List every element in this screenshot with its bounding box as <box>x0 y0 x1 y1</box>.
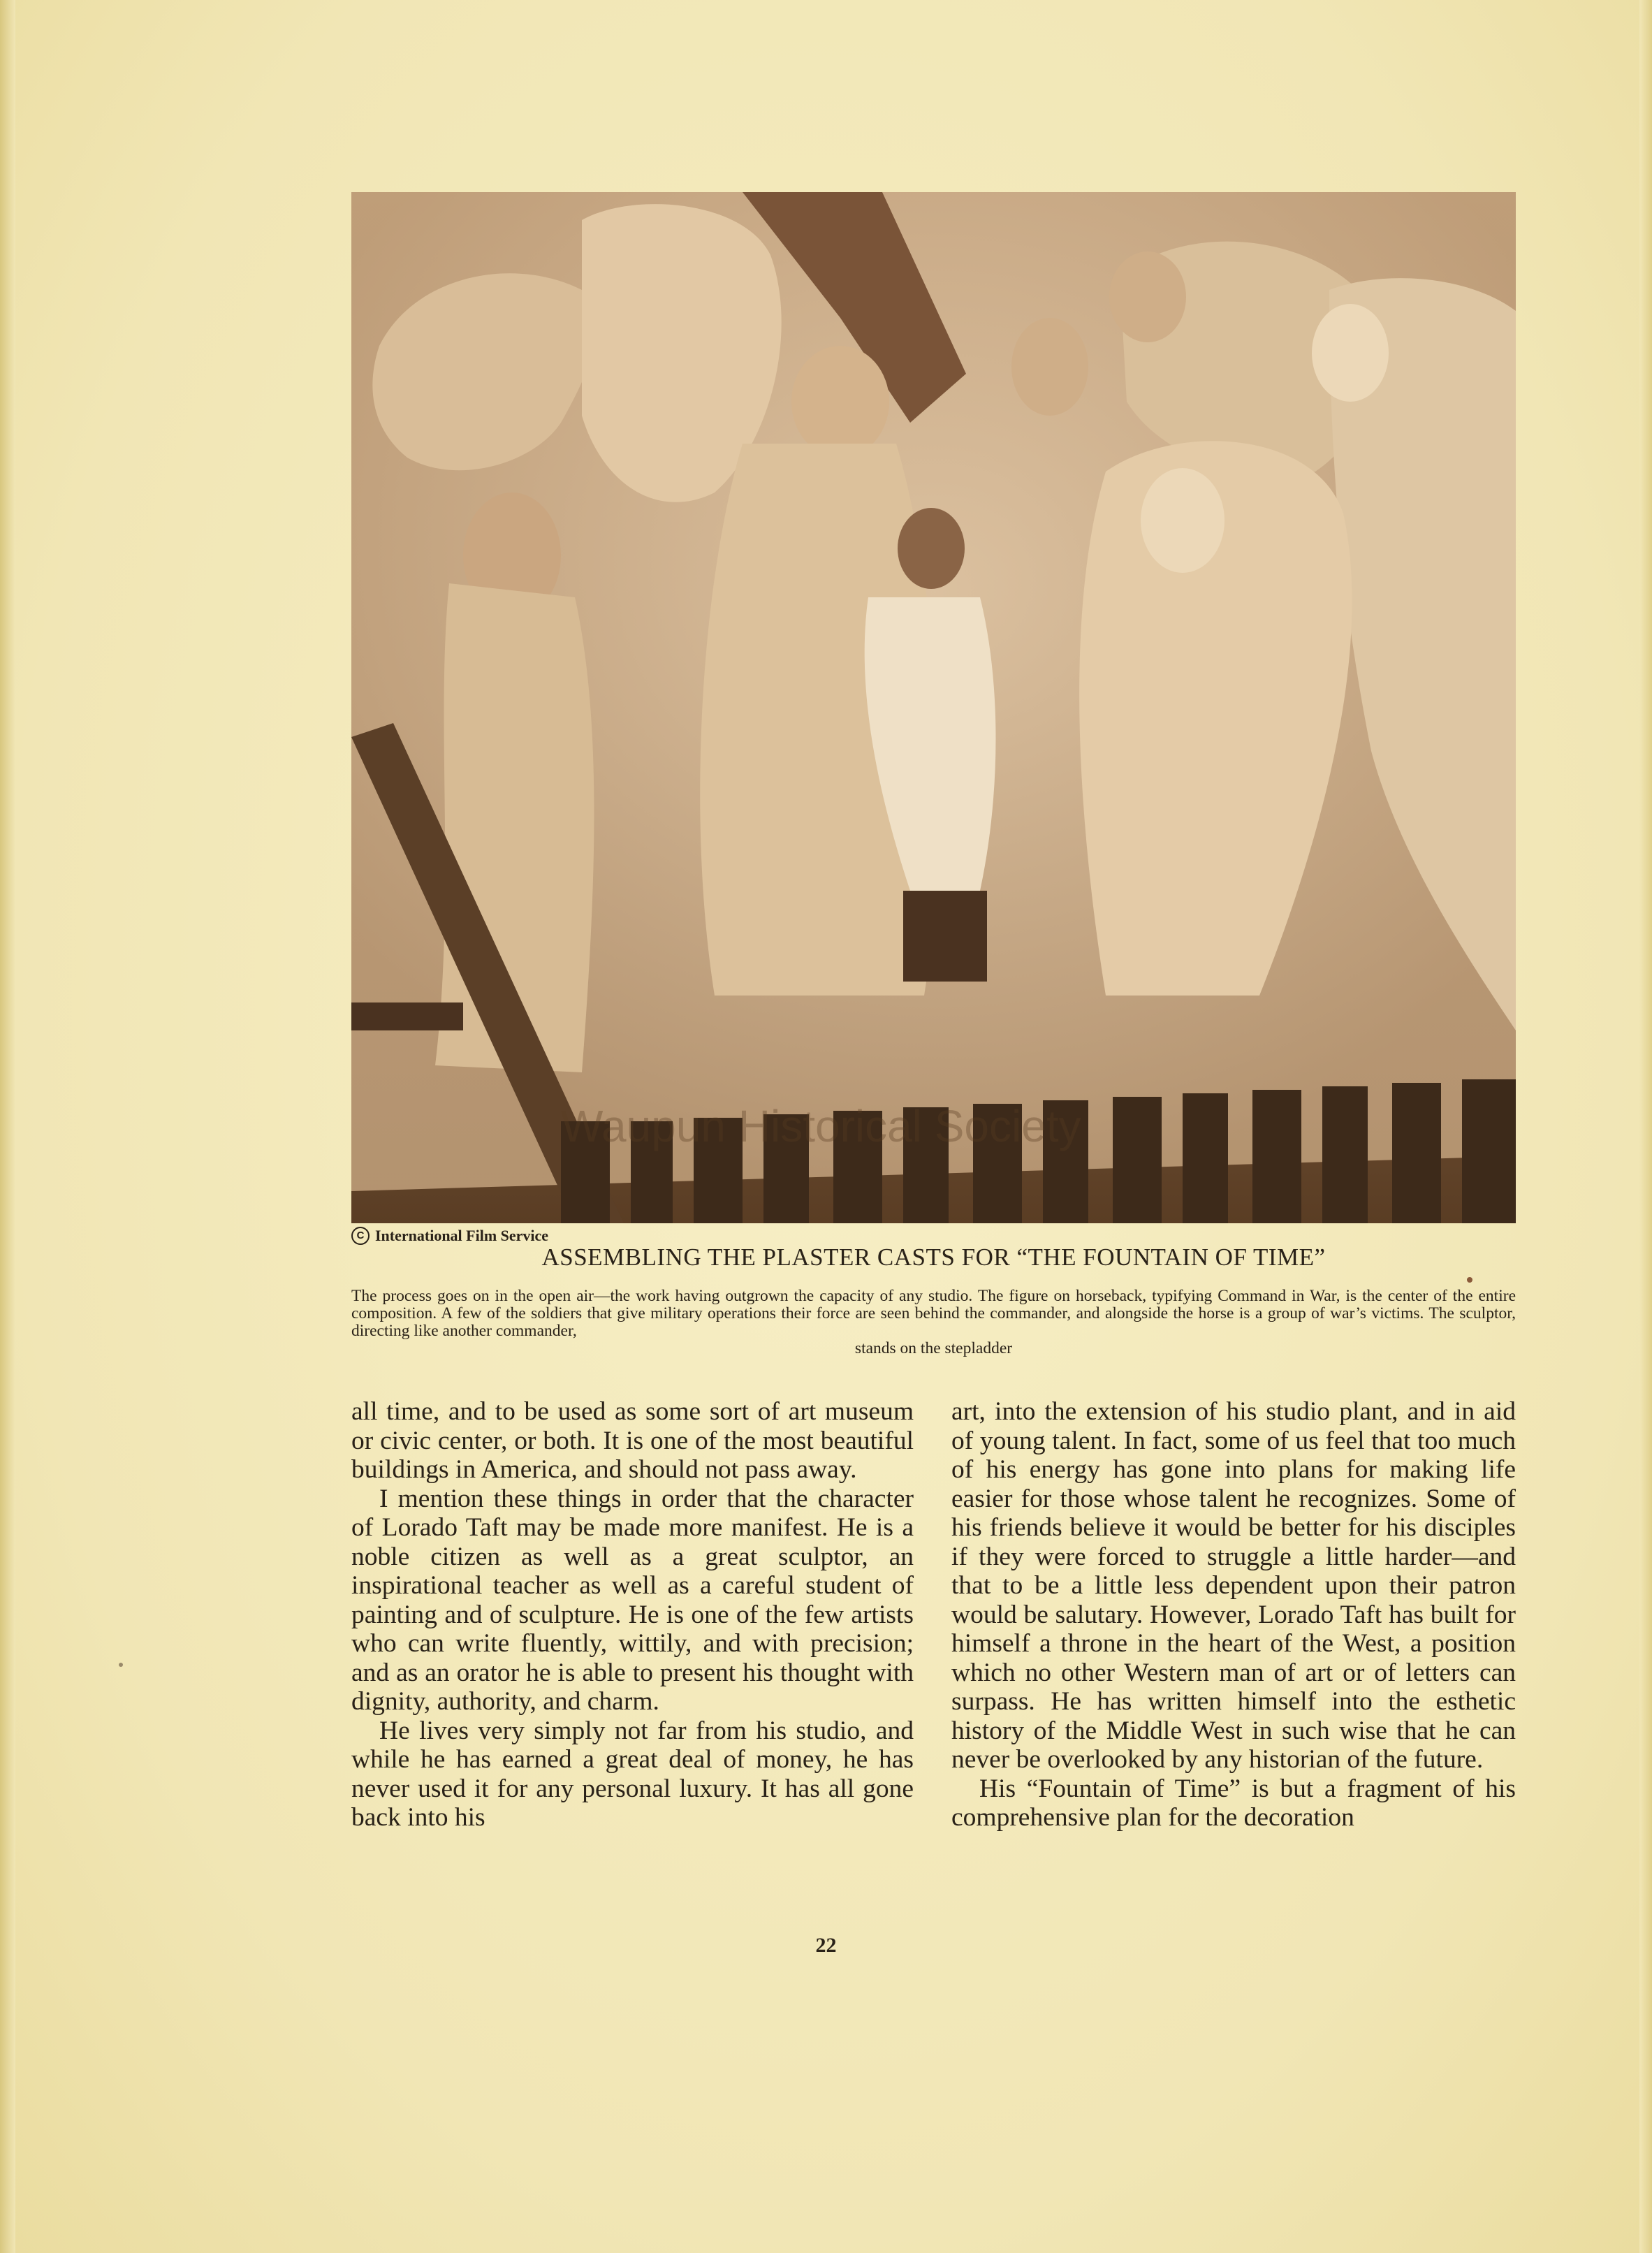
left-paragraph-3: He lives very simply not far from his studio, and while he has earned a great deal of money, he has never used it for any personal luxury. It has all gone back into his <box>351 1716 914 1832</box>
right-paragraph-2: His “Fountain of Time” is but a fragment of his comprehensive plan for the decoration <box>951 1774 1516 1832</box>
page-edge-left <box>0 0 15 2253</box>
page-edge-right <box>1639 0 1652 2253</box>
watermark-text: Waupun Historical Society <box>561 1101 1081 1151</box>
sculpture-photo-drawing <box>351 192 1516 1223</box>
page-number: 22 <box>815 1934 837 1957</box>
right-paragraph-1: art, into the extension of his studio plant, and in aid of young talent. In fact, some of us feel that too much of his energy has gone into plans for making life easier for those whose talent he recognizes. Some of his friends believe it would be better for his disciples if they were forced to struggle a little harder—and that to be a little less dependent upon their patron would be salutary. However, Lorado Taft has built for himself a throne in the heart of the West, a position which no other Western man of art or of letters can surpass. He has written himself into the esthetic history of the Middle West in such wise that he can never be overlooked by any historian of the future. <box>951 1397 1516 1774</box>
caption-body <box>351 1288 1516 1357</box>
text-column-left <box>351 1397 914 1832</box>
photo-credit-text: International Film Service <box>375 1227 549 1244</box>
text-column-right <box>951 1397 1516 1832</box>
caption-last-line: stands on the stepladder <box>854 1339 1013 1357</box>
copyright-icon: C <box>351 1227 370 1245</box>
sculpture-photograph <box>351 192 1516 1223</box>
stain-mark <box>1467 1277 1472 1283</box>
caption-title: ASSEMBLING THE PLASTER CASTS FOR “THE FOUNTAIN OF TIME” <box>541 1244 1326 1271</box>
left-paragraph-2: I mention these things in order that the character of Lorado Taft may be made more manifest. He is a noble citizen as well as a great sculptor, an inspirational teacher as well as a careful student of painting and of sculpture. He is one of the few artists who can write fluently, wittily, and with precision; and as an orator he is able to present his thought with dignity, authority, and charm. <box>351 1484 914 1716</box>
stain-mark <box>119 1663 123 1667</box>
caption-body-text: The process goes on in the open air—the work having outgrown the capacity of any studio. The figure on horseback, typifying Command in War, is the center of the entire composition. A few of the soldiers that give military operations their force are seen behind the commander, and alongside the horse is a group of war’s victims. The sculptor, directing like another commander, <box>351 1287 1516 1340</box>
photo-credit <box>351 1227 548 1245</box>
left-paragraph-1: all time, and to be used as some sort of art museum or civic center, or both. It is one of the most beautiful buildings in America, and should not pass away. <box>351 1397 914 1484</box>
